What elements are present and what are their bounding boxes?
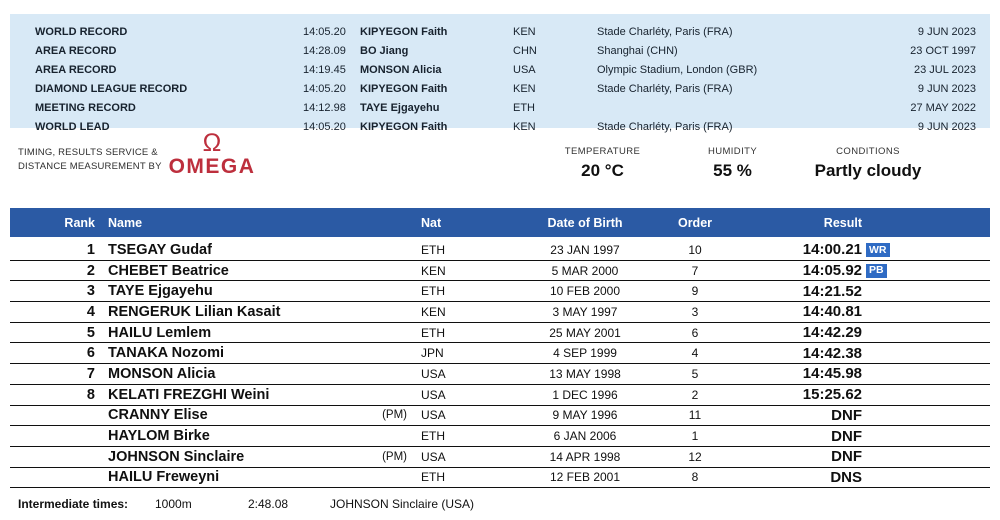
record-athlete: KIPYEGON Faith (360, 25, 448, 38)
record-label: MEETING RECORD (35, 101, 136, 114)
record-date: 27 MAY 2022 (910, 101, 976, 114)
record-nation: KEN (513, 120, 536, 133)
order-cell: 10 (688, 242, 702, 257)
record-mark: 14:19.45 (303, 63, 346, 76)
result-cell: 15:25.62 (802, 386, 862, 404)
nationality-cell: ETH (421, 284, 445, 299)
nationality-cell: USA (421, 387, 446, 402)
omega-symbol-icon: Ω (202, 129, 222, 157)
record-athlete: BO Jiang (360, 44, 409, 57)
date-of-birth-cell: 12 FEB 2001 (549, 470, 621, 485)
record-row (35, 41, 976, 60)
order-cell: 12 (688, 449, 702, 464)
athlete-name-cell: CHEBET Beatrice (108, 262, 229, 279)
rank-cell: 5 (86, 324, 95, 341)
temperature-label: TEMPERATURE (564, 146, 641, 157)
order-cell: 6 (691, 325, 699, 340)
record-mark: 14:05.20 (303, 120, 346, 133)
rank-cell: 7 (86, 365, 95, 382)
record-venue: Shanghai (CHN) (597, 44, 678, 57)
record-label: DIAMOND LEAGUE RECORD (35, 82, 188, 95)
order-cell: 3 (691, 304, 699, 319)
record-nation: ETH (513, 101, 535, 114)
timing-provider-line2: DISTANCE MEASUREMENT BY (18, 161, 162, 173)
result-badge: PB (866, 264, 887, 278)
record-mark: 14:12.98 (303, 101, 346, 114)
result-cell: DNF (831, 406, 862, 424)
record-venue: Olympic Stadium, London (GBR) (597, 63, 758, 76)
result-badge: WR (866, 243, 890, 257)
order-cell: 7 (691, 263, 699, 278)
order-cell: 1 (691, 429, 699, 444)
athlete-name-cell: KELATI FREZGHI Weini (108, 386, 270, 403)
date-of-birth-cell: 4 SEP 1999 (553, 346, 617, 361)
record-nation: KEN (513, 82, 536, 95)
record-date: 23 OCT 1997 (910, 44, 976, 57)
date-of-birth-cell: 6 JAN 2006 (553, 429, 617, 444)
record-mark: 14:28.09 (303, 44, 346, 57)
result-cell: 14:42.38 (802, 344, 862, 362)
results-table-body (10, 240, 990, 488)
header-order: Order (677, 215, 713, 230)
header-nat: Nat (421, 215, 442, 230)
header-result: Result (823, 215, 862, 230)
nationality-cell: USA (421, 449, 446, 464)
record-label: WORLD LEAD (35, 120, 110, 133)
result-row (10, 323, 990, 344)
header-date-of-birth: Date of Birth (547, 215, 623, 230)
date-of-birth-cell: 25 MAY 2001 (549, 325, 621, 340)
record-label: WORLD RECORD (35, 25, 128, 38)
result-row (10, 468, 990, 489)
record-venue: Stade Charléty, Paris (FRA) (597, 82, 733, 95)
order-cell: 9 (691, 284, 699, 299)
record-athlete: KIPYEGON Faith (360, 82, 448, 95)
result-row (10, 281, 990, 302)
order-cell: 11 (688, 408, 702, 423)
rank-cell: 3 (86, 283, 95, 300)
athlete-name-cell: CRANNY Elise (108, 407, 208, 424)
humidity-value: 55 % (713, 161, 752, 180)
rank-cell: 8 (86, 386, 95, 403)
record-row (35, 60, 976, 79)
temperature-value: 20 °C (581, 161, 624, 180)
intermediate-times-label: Intermediate times: (18, 497, 129, 511)
humidity-label: HUMIDITY (707, 146, 758, 157)
result-row (10, 406, 990, 427)
result-cell: DNF (831, 448, 862, 466)
rank-cell: 4 (86, 303, 95, 320)
athlete-name-cell: TANAKA Nozomi (108, 345, 224, 362)
results-table-header (10, 208, 990, 237)
result-cell: 14:45.98 (802, 365, 862, 383)
date-of-birth-cell: 23 JAN 1997 (550, 242, 620, 257)
athlete-name-cell: JOHNSON Sinclaire (108, 448, 245, 465)
record-nation: CHN (513, 44, 537, 57)
nationality-cell: JPN (421, 346, 444, 361)
conditions-label: CONDITIONS (836, 146, 900, 157)
result-row (10, 447, 990, 468)
omega-wordmark: OMEGA (168, 154, 256, 178)
order-cell: 5 (691, 366, 699, 381)
record-label: AREA RECORD (35, 63, 117, 76)
record-date: 23 JUL 2023 (914, 63, 976, 76)
result-cell: DNF (831, 427, 862, 445)
athlete-name-cell: TAYE Ejgayehu (108, 283, 213, 300)
record-venue: Stade Charléty, Paris (FRA) (597, 120, 733, 133)
rank-cell: 1 (86, 241, 95, 258)
result-cell: 14:42.29 (802, 324, 862, 342)
intermediate-distance: 1000m (155, 497, 192, 511)
result-row (10, 302, 990, 323)
nationality-cell: KEN (421, 304, 446, 319)
header-name: Name (108, 215, 143, 230)
badge-cell (862, 263, 990, 278)
record-nation: KEN (513, 25, 536, 38)
date-of-birth-cell: 10 FEB 2000 (549, 284, 621, 299)
date-of-birth-cell: 5 MAR 2000 (551, 263, 619, 278)
rank-cell: 2 (86, 262, 95, 279)
athlete-name-cell: TSEGAY Gudaf (108, 241, 212, 258)
timing-provider-line1: TIMING, RESULTS SERVICE & (18, 147, 158, 158)
nationality-cell: ETH (421, 470, 445, 485)
record-athlete: KIPYEGON Faith (360, 120, 448, 133)
result-cell: 14:40.81 (802, 303, 862, 321)
result-row (10, 364, 990, 385)
intermediate-time: 2:48.08 (248, 497, 289, 511)
record-label: AREA RECORD (35, 44, 117, 57)
nationality-cell: ETH (421, 429, 445, 444)
date-of-birth-cell: 13 MAY 1998 (549, 366, 621, 381)
omega-logo (168, 129, 256, 178)
order-cell: 4 (691, 346, 699, 361)
result-row (10, 261, 990, 282)
intermediate-athlete: JOHNSON Sinclaire (USA) (330, 497, 475, 511)
athlete-name-cell: HAILU Freweyni (108, 469, 220, 486)
order-cell: 2 (691, 387, 699, 402)
record-venue: Stade Charléty, Paris (FRA) (597, 25, 733, 38)
athlete-name-cell: HAYLOM Birke (108, 428, 210, 445)
record-date: 9 JUN 2023 (917, 82, 976, 95)
conditions-value: Partly cloudy (814, 161, 922, 180)
nationality-cell: USA (421, 408, 446, 423)
record-athlete: TAYE Ejgayehu (360, 101, 440, 114)
pacemaker-cell: (PM) (382, 409, 407, 422)
result-cell: 14:00.21 (802, 241, 862, 259)
record-row (35, 79, 976, 98)
result-row (10, 426, 990, 447)
result-row (10, 385, 990, 406)
pacemaker-cell: (PM) (382, 450, 407, 463)
record-mark: 14:05.20 (303, 82, 346, 95)
record-nation: USA (513, 63, 536, 76)
result-cell: 14:21.52 (802, 282, 862, 300)
header-rank: Rank (64, 215, 95, 230)
date-of-birth-cell: 3 MAY 1997 (552, 304, 618, 319)
result-row (10, 240, 990, 261)
record-athlete: MONSON Alicia (360, 63, 442, 76)
athlete-name-cell: HAILU Lemlem (108, 324, 212, 341)
date-of-birth-cell: 14 APR 1998 (549, 449, 621, 464)
athlete-name-cell: MONSON Alicia (108, 365, 216, 382)
intermediate-times (0, 497, 1000, 517)
nationality-cell: KEN (421, 263, 446, 278)
result-cell: 14:05.92 (802, 262, 862, 280)
record-date: 9 JUN 2023 (917, 25, 976, 38)
badge-cell (862, 243, 990, 258)
result-row (10, 343, 990, 364)
date-of-birth-cell: 9 MAY 1996 (552, 408, 618, 423)
timing-provider-label (18, 146, 162, 175)
record-date: 9 JUN 2023 (917, 120, 976, 133)
date-of-birth-cell: 1 DEC 1996 (552, 387, 618, 402)
athlete-name-cell: RENGERUK Lilian Kasait (108, 303, 281, 320)
record-mark: 14:05.20 (303, 25, 346, 38)
records-panel (10, 14, 990, 133)
weather-conditions (778, 146, 958, 181)
record-row (35, 22, 976, 41)
order-cell: 8 (691, 470, 699, 485)
rank-cell: 6 (86, 345, 95, 362)
result-cell: DNS (830, 468, 862, 486)
nationality-cell: ETH (421, 242, 445, 257)
record-row (35, 98, 976, 117)
nationality-cell: USA (421, 366, 446, 381)
nationality-cell: ETH (421, 325, 445, 340)
